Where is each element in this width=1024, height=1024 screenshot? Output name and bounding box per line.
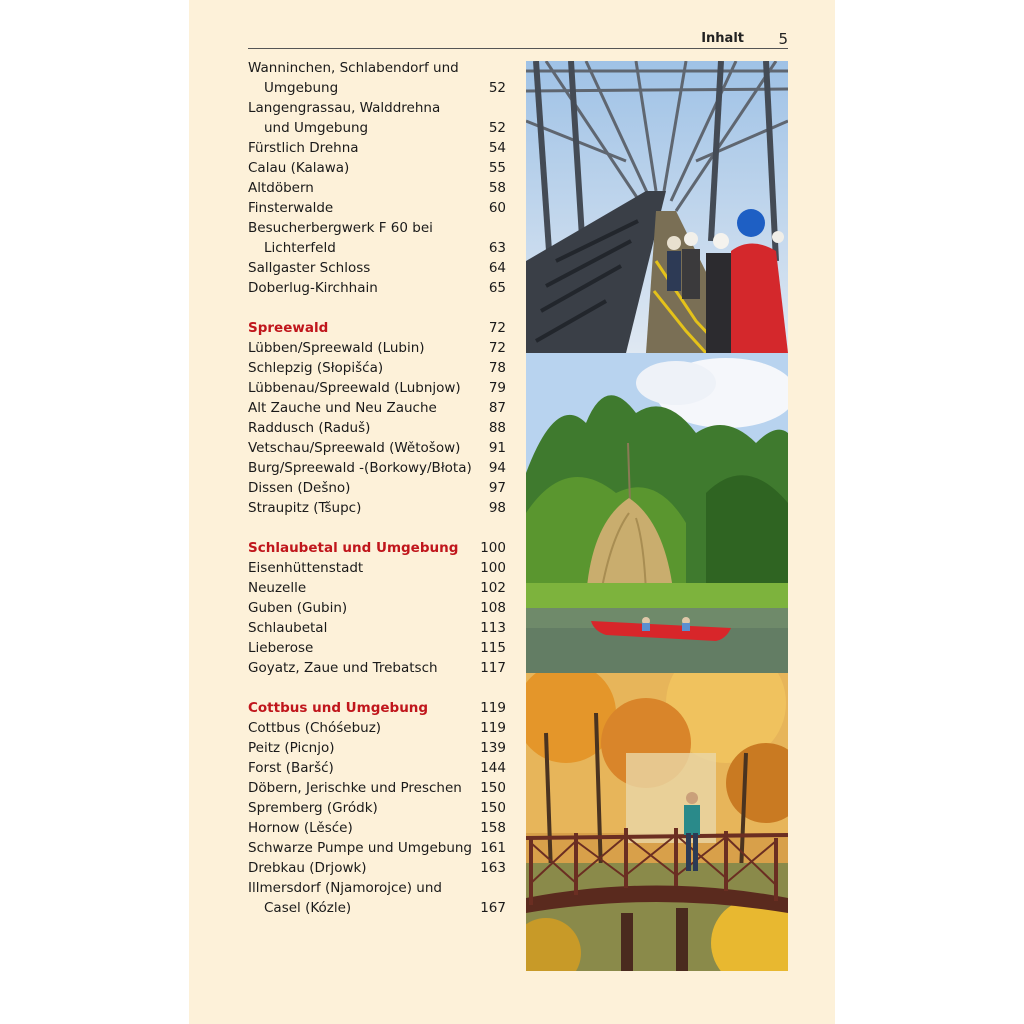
toc-entry — [248, 798, 508, 818]
toc-entry-page: 52 — [488, 80, 506, 96]
toc-entry-title: Besucherbergwerk F 60 bei — [248, 220, 433, 236]
toc-entry-title: Lichterfeld — [264, 240, 336, 256]
toc-entry-title: Guben (Gubin) — [248, 600, 348, 616]
toc-section-gap — [248, 298, 508, 318]
toc-entry — [248, 478, 508, 498]
toc-entry-title: Eisenhüttenstadt — [248, 560, 364, 576]
toc-entry-title: Neuzelle — [248, 580, 307, 596]
toc-entry-page: 117 — [480, 660, 506, 676]
toc-entry-title: Calau (Kalawa) — [248, 160, 350, 176]
toc-entry — [248, 378, 508, 398]
toc-entry-page: 52 — [488, 120, 506, 136]
toc-entry — [248, 738, 508, 758]
toc-entry-title: Vetschau/Spreewald (Wětošow) — [248, 440, 461, 456]
toc-entry — [248, 878, 508, 898]
toc-entry-page: 158 — [480, 820, 506, 836]
toc-entry — [248, 558, 508, 578]
toc-entry-title: Lieberose — [248, 640, 314, 656]
toc-entry-page: 58 — [488, 180, 506, 196]
toc-entry-page: 65 — [488, 280, 506, 296]
toc-entry — [248, 358, 508, 378]
toc-entry-page: 119 — [480, 700, 506, 716]
toc-entry — [248, 758, 508, 778]
toc-entry-page: 94 — [488, 460, 506, 476]
toc-entry-page: 161 — [480, 840, 506, 856]
toc-entry-page: 87 — [488, 400, 506, 416]
toc-entry-title: Langengrassau, Walddrehna — [248, 100, 441, 116]
toc-entry-title: Illmersdorf (Njamorojce) und — [248, 880, 442, 896]
toc-entry-title: Döbern, Jerischke und Preschen — [248, 780, 462, 796]
toc-entry-title: und Umgebung — [264, 120, 369, 136]
toc-entry-page: 144 — [480, 760, 506, 776]
toc-entry-title: Burg/Spreewald -(Borkowy/Błota) — [248, 460, 472, 476]
toc-entry — [248, 838, 508, 858]
toc-entry-title: Schlepzig (Słopišća) — [248, 360, 384, 376]
toc-section-heading — [248, 318, 508, 338]
toc-entry-title: Schlaubetal — [248, 620, 328, 636]
photo-column — [526, 61, 788, 971]
toc-entry-title: Altdöbern — [248, 180, 314, 196]
toc-entry — [248, 58, 508, 78]
toc-entry — [248, 778, 508, 798]
toc-entry — [248, 178, 508, 198]
toc-entry-page: 97 — [488, 480, 506, 496]
toc-entry-title: Spreewald — [248, 320, 329, 336]
toc-entry-page: 72 — [488, 320, 506, 336]
toc-section-heading — [248, 698, 508, 718]
toc-entry — [248, 398, 508, 418]
toc-entry-title: Forst (Baršć) — [248, 760, 334, 776]
toc-entry-title: Cottbus und Umgebung — [248, 700, 429, 716]
toc-entry-page: 113 — [480, 620, 506, 636]
toc-entry-page: 100 — [480, 560, 506, 576]
toc-entry — [248, 238, 508, 258]
toc-entry-title: Drebkau (Drjowk) — [248, 860, 367, 876]
toc-entry-title: Fürstlich Drehna — [248, 140, 359, 156]
toc-entry-page: 150 — [480, 780, 506, 796]
running-head-title: Inhalt — [701, 31, 744, 46]
toc-entry-title: Finsterwalde — [248, 200, 334, 216]
toc-entry-page: 108 — [480, 600, 506, 616]
toc-entry — [248, 498, 508, 518]
toc-entry-page: 91 — [488, 440, 506, 456]
toc-entry — [248, 218, 508, 238]
toc-entry-title: Spremberg (Gródk) — [248, 800, 378, 816]
toc-entry — [248, 418, 508, 438]
toc-entry-title: Goyatz, Zaue und Trebatsch — [248, 660, 438, 676]
toc-entry-title: Casel (Kózle) — [264, 900, 352, 916]
toc-entry — [248, 158, 508, 178]
toc-section-gap — [248, 678, 508, 698]
toc-entry-page: 55 — [488, 160, 506, 176]
toc-entry — [248, 138, 508, 158]
toc-entry-title: Lübbenau/Spreewald (Lubnjow) — [248, 380, 461, 396]
toc-entry — [248, 98, 508, 118]
toc-section-heading — [248, 538, 508, 558]
toc-section-gap — [248, 518, 508, 538]
toc-entry-page: 100 — [480, 540, 506, 556]
toc-entry-page: 64 — [488, 260, 506, 276]
toc-entry-title: Lübben/Spreewald (Lubin) — [248, 340, 425, 356]
page-number: 5 — [778, 30, 788, 48]
toc-entry-title: Alt Zauche und Neu Zauche — [248, 400, 437, 416]
toc-entry-title: Sallgaster Schloss — [248, 260, 371, 276]
toc-entry-title: Wanninchen, Schlabendorf und — [248, 60, 459, 76]
toc-entry — [248, 338, 508, 358]
toc-entry-title: Schlaubetal und Umgebung — [248, 540, 459, 556]
toc-entry-page: 78 — [488, 360, 506, 376]
toc-entry — [248, 818, 508, 838]
toc-entry-page: 150 — [480, 800, 506, 816]
toc-entry-page: 88 — [488, 420, 506, 436]
toc-entry — [248, 618, 508, 638]
toc-entry — [248, 118, 508, 138]
toc-entry-page: 98 — [488, 500, 506, 516]
toc-entry-title: Cottbus (Chóśebuz) — [248, 720, 382, 736]
toc-entry — [248, 718, 508, 738]
toc-entry-page: 72 — [488, 340, 506, 356]
toc-entry-page: 139 — [480, 740, 506, 756]
photo-autumn-bridge — [526, 673, 788, 971]
table-of-contents — [248, 58, 508, 918]
toc-entry-page: 102 — [480, 580, 506, 596]
toc-entry — [248, 578, 508, 598]
toc-entry — [248, 638, 508, 658]
toc-entry-page: 119 — [480, 720, 506, 736]
toc-entry — [248, 198, 508, 218]
toc-entry — [248, 858, 508, 878]
toc-entry — [248, 658, 508, 678]
toc-entry-title: Doberlug-Kirchhain — [248, 280, 378, 296]
toc-entry — [248, 278, 508, 298]
toc-entry — [248, 78, 508, 98]
toc-entry-page: 115 — [480, 640, 506, 656]
toc-entry-title: Hornow (Lěsće) — [248, 820, 353, 836]
photo-haystack-canoe — [526, 353, 788, 673]
toc-entry-title: Umgebung — [264, 80, 339, 96]
toc-entry-page: 60 — [488, 200, 506, 216]
toc-entry — [248, 258, 508, 278]
toc-entry-title: Peitz (Picnjo) — [248, 740, 335, 756]
toc-entry-page: 63 — [488, 240, 506, 256]
running-head — [248, 30, 788, 49]
toc-entry-page: 54 — [488, 140, 506, 156]
toc-entry-title: Raddusch (Raduš) — [248, 420, 371, 436]
toc-entry-page: 167 — [480, 900, 506, 916]
toc-entry — [248, 898, 508, 918]
toc-entry-title: Straupitz (Tšupc) — [248, 500, 362, 516]
toc-entry — [248, 598, 508, 618]
toc-entry — [248, 438, 508, 458]
toc-entry-page: 79 — [488, 380, 506, 396]
toc-entry-title: Dissen (Dešno) — [248, 480, 351, 496]
toc-entry-title: Schwarze Pumpe und Umgebung — [248, 840, 473, 856]
photo-conveyor-bridge — [526, 61, 788, 353]
toc-entry — [248, 458, 508, 478]
toc-entry-page: 163 — [480, 860, 506, 876]
